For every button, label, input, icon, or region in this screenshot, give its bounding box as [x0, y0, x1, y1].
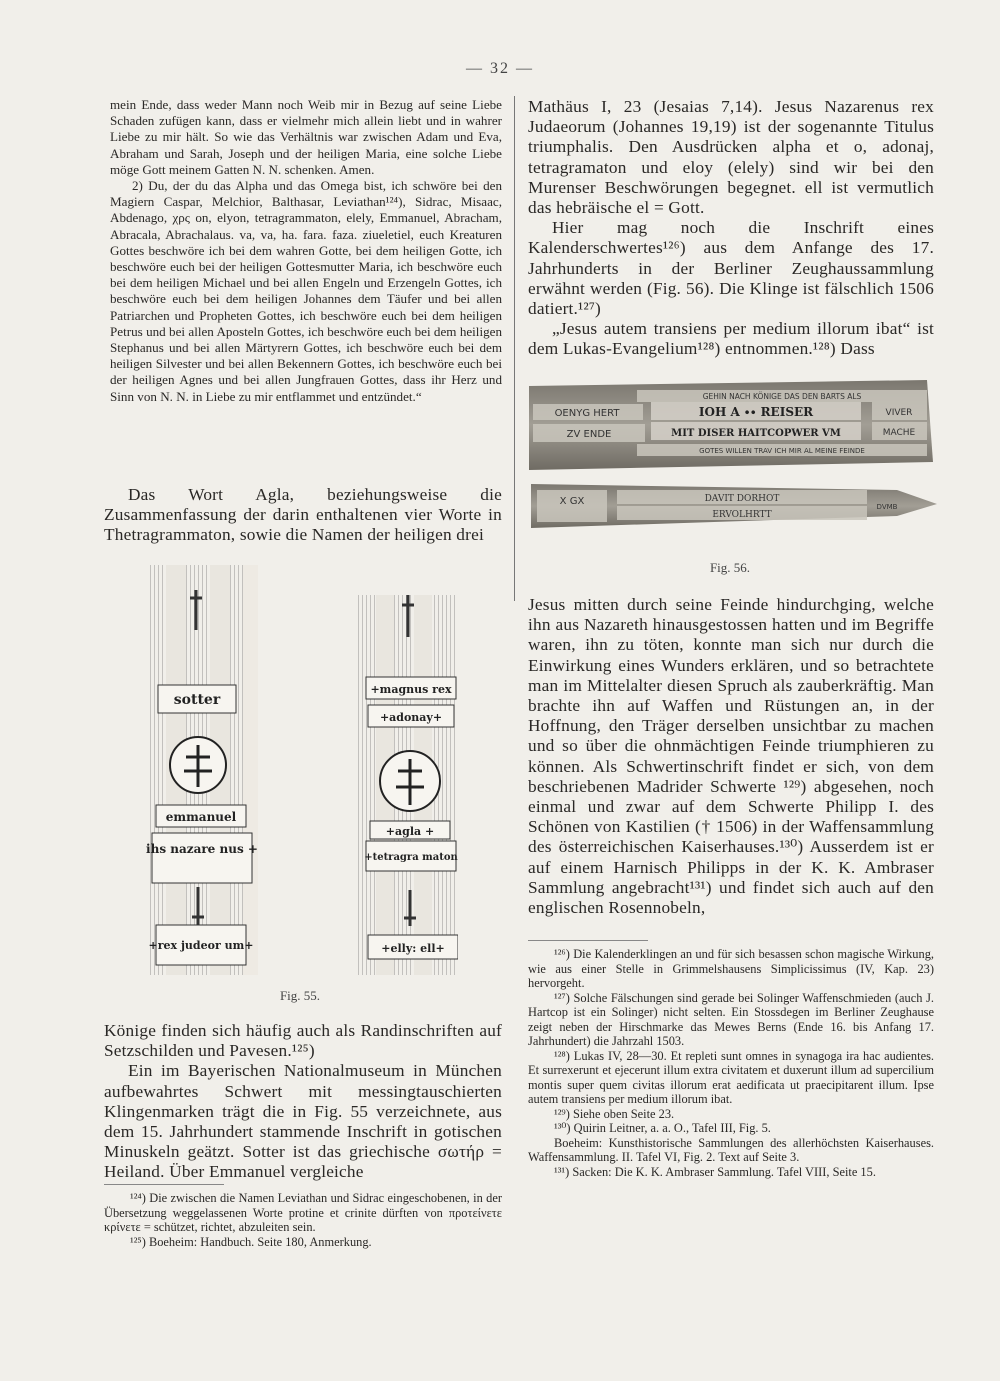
fig55-left-text: sotter — [173, 692, 221, 708]
paragraph: 2) Du, der du das Alpha und das Omega bist, ich schwöre bei den Magiern Caspar, Melchior, Balthasar, Leviathan¹²⁴), Sidrac, Misaac, Abdenago, χρς on, elyon, tetragrammaton, elely, Emmanuel, Abracham, Abracala, Abrachalaus. va, va, ha. fara. faza. zіueletiel, euch Kreaturen Gottes beschwöre ich bei dem wahren Gotte, bei dem heiligen Gotte, ich beschwöre euch bei der heiligen Gottesmutter Maria, ich beschwöre euch bei dem heiligen Michael und bei allen Engeln und Erzengeln Gottes, ich beschwöre euch bei dem heiligen Johannes dem Täufer und bei allen Patriarchen und Propheten Gottes, ich beschwöre euch bei dem heiligen Petrus und bei allen Aposteln Gottes, ich beschwöre euch bei dem heiligen Stephanus und bei allen Märtyrern Gottes, ich beschwöre euch bei dem heiligen Silvester und bei allen Bekennern Gottes, ich beschwöre euch bei der heiligen Agnes und bei allen Jungfrauen Gottes, dass ihr Herz und Sinn von N. N. in Liebe zu mir entflammet und entzündet.“ — [110, 178, 502, 404]
footnote-rule — [528, 940, 648, 941]
svg-text:X GX: X GX — [559, 496, 585, 507]
svg-text:emmanuel: emmanuel — [165, 810, 237, 824]
svg-text:+elly: ell+: +elly: ell+ — [381, 942, 445, 955]
paragraph: Mathäus I, 23 (Jesaias 7,14). Jesus Nazarenus rex Judaeorum (Johannes 19,19) ist der sogenannte Titulus triumphalis. Den Ausdrücken alpha et o, adonaj, tetragramaton und eloy (elely) sind wir bei den Murenser Beschwörungen begegnet. ell ist vermutlich das hebräische el = Gott. — [528, 97, 934, 218]
paragraph: mein Ende, dass weder Mann noch Weib mir in Bezug auf seine Liebe Schaden zufügen kann, dass er vielmehr mich allein liebt und in wahrer Liebe zu mir hält. So wie das Verhältnis war zwischen Adam und Eva, Abraham und Sarah, Joseph und der heiligen Maria, eine solche Liebe möge Gott meinem Gatten N. N. schenken. Amen. — [110, 97, 502, 177]
footnote: ¹²⁶) Die Kalenderklingen an und für sich besassen schon magische Wirkung, wie aus einer Stelle in Grimmelshausens Simplicissimus (IV, Kap. 23) hervorgeht. — [528, 947, 934, 990]
paragraph-agla-block — [104, 485, 502, 546]
svg-text:ZV ENDE: ZV ENDE — [566, 429, 612, 440]
right-sword-blade — [358, 595, 458, 975]
footnote: ¹²⁸) Lukas IV, 28—30. Et repleti sunt omnes in synagoga ira hac audientes. Et surrexerunt et ejecerunt illum extra civitatem et duxerunt illum ad supercilium montis super quem civitas illorum erat aedificata ut praecipitarent illum. Ipse autem transiens per medium illorum ibat. — [528, 1048, 934, 1106]
svg-text:ihs nazare nus +: ihs nazare nus + — [146, 842, 258, 856]
footnote: ¹³¹) Sacken: Die K. K. Ambraser Sammlung. Tafel VIII, Seite 15. — [554, 1164, 876, 1179]
svg-text:GOTES WILLEN TRAV ICH MIR AL M: GOTES WILLEN TRAV ICH MIR AL MEINE FEINDE — [699, 447, 865, 455]
column-rule — [514, 96, 515, 601]
left-footnotes — [104, 1191, 502, 1249]
footnote-rule — [104, 1184, 224, 1185]
figure-56-calendar-blade-photo — [527, 378, 939, 558]
svg-text:ERVOLHRTT: ERVOLHRTT — [712, 510, 772, 520]
svg-text:MIT DISER HAITCOPWER VM: MIT DISER HAITCOPWER VM — [671, 428, 841, 439]
svg-text:GEHIN NACH KÖNIGE DAS DEN BART: GEHIN NACH KÖNIGE DAS DEN BARTS ALS — [702, 392, 862, 401]
right-column-top — [528, 97, 934, 360]
fig55-caption: Fig. 55. — [279, 988, 321, 1003]
svg-text:IOH A ∙∙ REISER: IOH A ∙∙ REISER — [698, 405, 814, 419]
svg-text:DAVIT DORHOT: DAVIT DORHOT — [704, 494, 780, 504]
paragraph: Könige finden sich häufig auch als Randinschriften auf Setzschilden und Pavesen.¹²⁵) — [104, 1021, 502, 1061]
page-number: — 32 — — [466, 60, 534, 77]
svg-text:+agla +: +agla + — [385, 825, 435, 838]
footnote: ¹³⁰) Quirin Leitner, a. a. O., Tafel III, Fig. 5. — [554, 1121, 771, 1135]
svg-text:OENYG HERT: OENYG HERT — [554, 408, 620, 419]
svg-text:+rex judeor um+: +rex judeor um+ — [148, 939, 254, 952]
svg-text:+adonay+: +adonay+ — [379, 711, 443, 724]
svg-text:MACHE: MACHE — [882, 428, 916, 438]
blade-1 — [529, 380, 933, 470]
paragraph: „Jesus autem transiens per medium illorum ibat“ ist dem Lukas-Evangelium¹²⁸) entnommen.¹²⁸) Dass — [528, 319, 934, 359]
svg-text:+magnus rex: +magnus rex — [370, 683, 452, 696]
svg-text:VIVER: VIVER — [885, 408, 913, 418]
paragraph: Jesus mitten durch seine Feinde hindurchging, welche ihn aus Nazareth hinausgestossen hatten und im Begriffe waren, ihn zu töten, konnte man sich nur durch die Einwirkung eines Wunders erklären, und so betrachtete man im Mittelalter diesen Spruch als zauberkräftig. Man brachte ihn auf Waffen und Rüstungen an, in der Hoffnung, den Träger derselben unsichtbar zu machen und so über die ohnmächtigen Feinde triumphieren zu können. Als Schwertinschrift findet er sich, von dem beschriebenen Madrider Schwerte ¹²⁹) abgesehen, noch einmal und zwar auf dem Schwerte Philipp I. des Schönen von Kastilien († 1506) in der Waffensammlung des österreichischen Kaiserhauses.¹³⁰) Ausserdem ist er auf einem Harnisch Philipps in der K. K. Ambraser Sammlung angebracht¹³¹) und findet sich auch auf den englischen Rosennobeln, — [528, 595, 934, 918]
left-lower-text — [104, 1021, 502, 1183]
left-column — [110, 97, 502, 405]
paragraph: Hier mag noch die Inschrift eines Kalenderschwertes¹²⁶) aus dem Anfange des 17. Jahrhunderts in der Berliner Zeughaussammlung erwähnt werden (Fig. 56). Die Klinge ist fälschlich 1506 datiert.¹²⁷) — [528, 218, 934, 319]
right-column-lower — [528, 595, 934, 918]
right-footnotes — [528, 947, 934, 1179]
paragraph: Das Wort Agla, beziehungsweise die Zusammenfassung der darin enthaltenen vier Worte in Thetragrammaton, sowie die Namen der heiligen drei — [104, 485, 502, 545]
blade-2 — [531, 484, 937, 528]
paragraph: Ein im Bayerischen Nationalmuseum in München aufbewahrtes Schwert mit messingtauschierten Klingenmarken trägt die in Fig. 55 verzeichnete, aus dem 15. Jahrhundert stammende Inschrift in gotischen Minuskeln geätzt. Sotter ist das griechische σωτήρ = Heiland. Über Emmanuel vergleiche — [104, 1061, 502, 1182]
figure-55-sword-drawing — [138, 565, 458, 985]
footnote: ¹²⁹) Siehe oben Seite 23. — [554, 1106, 675, 1121]
footnote: ¹²⁵) Boeheim: Handbuch. Seite 180, Anmerkung. — [130, 1234, 372, 1249]
footnote: ¹²⁴) Die zwischen die Namen Leviathan und Sidrac eingeschobenen, in der Übersetzung weggelassenen Worte protine et crinite dürften von προτείνετε κρίνετε = schützet, richtet, abzuleiten sein. — [104, 1191, 502, 1234]
svg-text:+tetragra maton: +tetragra maton — [364, 852, 458, 863]
footnote: ¹²⁷) Solche Fälschungen sind gerade bei Solinger Waffenschmieden (auch J. Hartcop ist ein Solinger) nicht selten. Ein Stossdegen im Berliner Zeughause zeigt neben der Hirschmarke das Mewes Berns (Ende 16. bis Anfang 17. Jahrhundert) die Jahrzahl 1503. — [528, 990, 934, 1048]
left-sword-blade — [146, 565, 258, 975]
footnote: Boeheim: Kunsthistorische Sammlungen des allerhöchsten Kaiserhauses. Waffensammlung. II. Tafel VI, Fig. 2. Text auf Seite 3. — [528, 1135, 934, 1164]
svg-text:DVMB: DVMB — [876, 503, 898, 511]
fig56-caption: Fig. 56. — [709, 560, 751, 575]
